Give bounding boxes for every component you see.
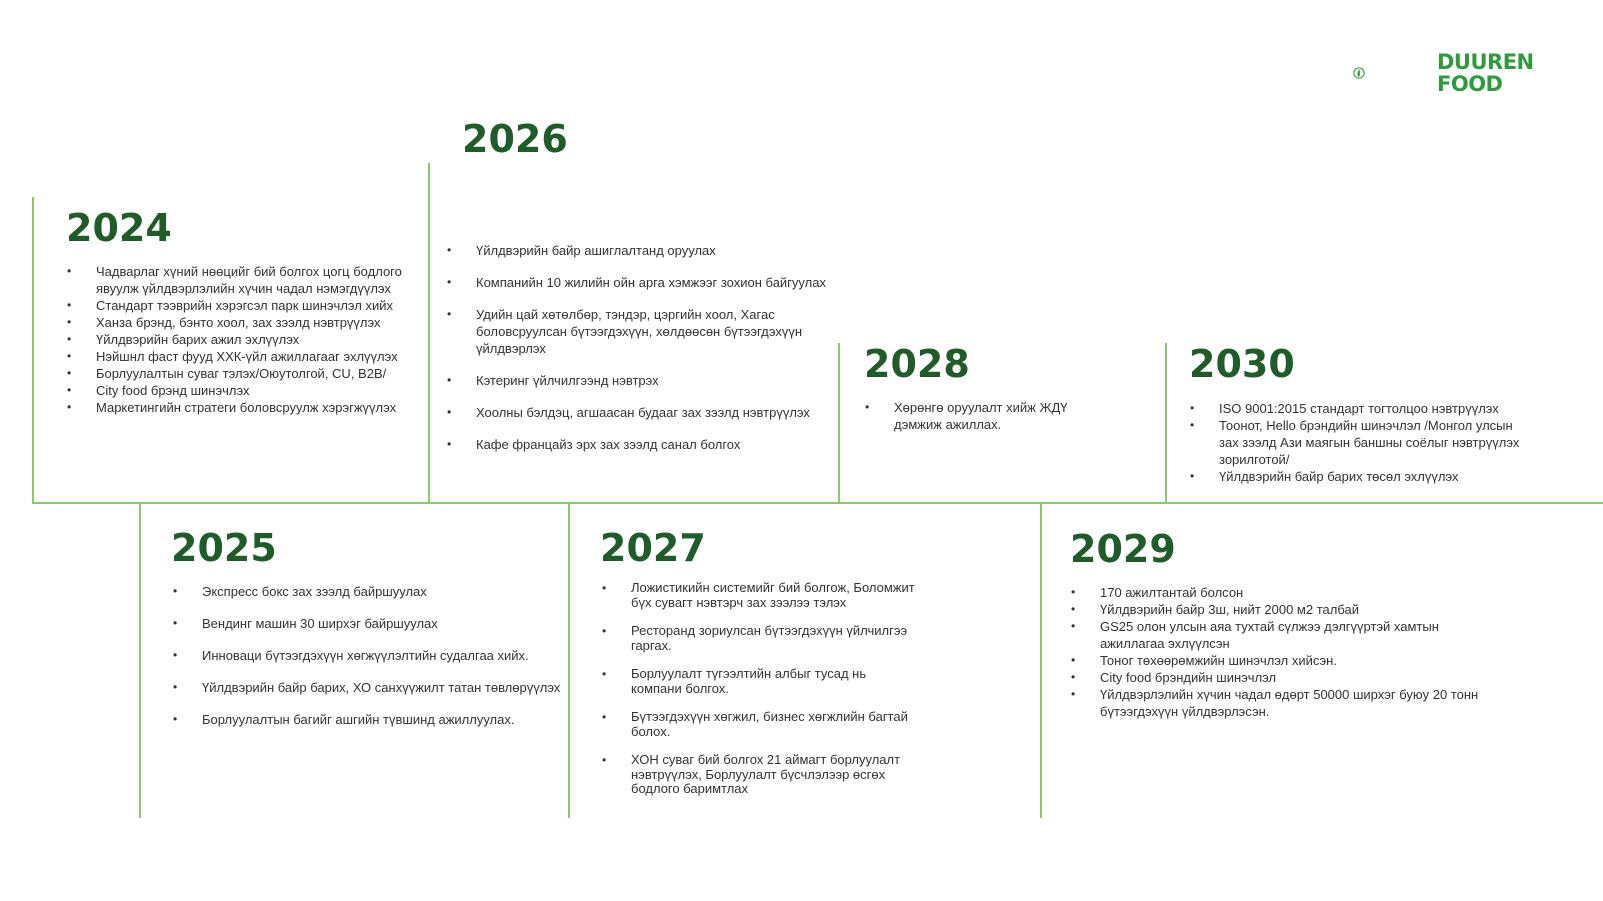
year-2024-list [65, 263, 420, 416]
year-2025-list [171, 583, 563, 728]
timeline-axis [32, 502, 1603, 504]
divider-2028 [838, 343, 840, 503]
list-item: • Үйлдвэрийн байр барих, ХО санхүүжилт татан төвлөрүүлэх [171, 679, 563, 696]
divider-2024 [32, 197, 34, 503]
list-item: • Борлуулалтын суваг тэлэх/Оюутолгой, CU, B2B/ [65, 365, 420, 382]
year-2030-list [1188, 400, 1533, 485]
list-item: • Хоолны бэлдэц, агшаасан будааг зах зээлд нэвтрүүлэх [445, 404, 830, 421]
list-item: • Хөрөнгө оруулалт хийж ЖДҮ дэмжиж ажиллах. [863, 399, 1103, 433]
list-item: • City food брэндийн шинэчлэл [1069, 669, 1489, 686]
year-2026-heading: 2026 [462, 117, 568, 161]
list-item: • Үйлдвэрийн байр ашиглалтанд оруулах [445, 242, 830, 259]
list-item: • Кэтеринг үйлчилгээнд нэвтрэх [445, 372, 830, 389]
list-item: • Вендинг машин 30 ширхэг байршуулах [171, 615, 563, 632]
year-2028-heading: 2028 [864, 342, 970, 386]
list-item: • Чадварлаг хүний нөөцийг бий болгох цогц бодлого явуулж үйлдвэрлэлийн хүчин чадал нэмэгдүүлэх [65, 263, 420, 297]
list-item: • Инноваци бүтээгдэхүүн хөгжүүлэлтийн судалгаа хийх. [171, 647, 563, 664]
leaf-icon [1353, 50, 1399, 96]
list-item: • Кафе францайз эрх зах зээлд санал болгох [445, 436, 830, 453]
list-item: • Тоног төхөөрөмжийн шинэчлэл хийсэн. [1069, 652, 1489, 669]
year-2030-heading: 2030 [1189, 342, 1295, 386]
year-2027-list [600, 581, 915, 811]
list-item: • Үйлдвэрлэлийн хүчин чадал өдөрт 50000 ширхэг буюу 20 тонн бүтээгдэхүүн үйлдвэрлэсэн. [1069, 686, 1489, 720]
list-item: • GS25 олон улсын аяа тухтай сүлжээ дэлгүүртэй хамтын ажиллагаа эхлүүлсэн [1069, 618, 1489, 652]
list-item: • Нэйшнл фаст фууд ХХК-үйл ажиллагааг эхлүүлэх [65, 348, 420, 365]
list-item: • Экспресс бокс зах зээлд байршуулах [171, 583, 563, 600]
list-item: • Ханза брэнд, бэнто хоол, зах зээлд нэвтрүүлэх [65, 314, 420, 331]
year-2025-heading: 2025 [171, 526, 277, 570]
list-item: • 170 ажилтантай болсон [1069, 584, 1489, 601]
year-2029-list [1069, 584, 1489, 720]
list-item: • Компанийн 10 жилийн ойн арга хэмжээг зохион байгуулах [445, 274, 830, 291]
divider-2030 [1165, 343, 1167, 503]
list-item: • City food брэнд шинэчлэх [65, 382, 420, 399]
year-2028-list [863, 399, 1103, 433]
list-item: • Үйлдвэрийн байр 3ш, нийт 2000 м2 талбай [1069, 601, 1489, 618]
brand-logo [1437, 51, 1534, 95]
year-2027-heading: 2027 [600, 526, 706, 570]
list-item: • Үйлдвэрийн байр барих төсөл эхлүүлэх [1188, 468, 1533, 485]
divider-2026 [428, 163, 430, 503]
list-item: • ISO 9001:2015 стандарт тогтолцоо нэвтрүүлэх [1188, 400, 1533, 417]
list-item: • ХОН суваг бий болгох 21 аймагт борлуулалт нэвтрүүлэх, Борлуулалт бүсчлэлээр өсгөх бодлого баримтлах [600, 753, 915, 797]
divider-2025 [139, 502, 141, 818]
list-item: • Бүтээгдэхүүн хөгжил, бизнес хөгжлийн багтай болох. [600, 710, 915, 739]
list-item: • Тоонот, Hello брэндийн шинэчлэл /Монгол улсын зах зээлд Ази маягын баншны соёлыг нэвтрүүлэх зорилготой/ [1188, 417, 1533, 468]
divider-2029 [1040, 502, 1042, 818]
list-item: • Маркетингийн стратеги боловсруулж хэрэгжүүлэх [65, 399, 420, 416]
year-2026-list [445, 242, 830, 453]
list-item: • Удийн цай хөтөлбөр, тэндэр, цэргийн хоол, Хагас боловсруулсан бүтээгдэхүүн, хөлдөөсөн бүтээгдэхүүн үйлдвэрлэх [445, 306, 830, 357]
list-item: • Борлуулалтын багийг ашгийн түвшинд ажиллуулах. [171, 711, 563, 728]
list-item: • Стандарт тээврийн хэрэгсэл парк шинэчлэл хийх [65, 297, 420, 314]
brand-name-line2: FOOD [1437, 72, 1503, 96]
list-item: • Үйлдвэрийн барих ажил эхлүүлэх [65, 331, 420, 348]
list-item: • Борлуулалт түгээлтийн албыг тусад нь компани болгох. [600, 667, 915, 696]
list-item: • Ресторанд зориулсан бүтээгдэхүүн үйлчилгээ гаргах. [600, 624, 915, 653]
year-2024-heading: 2024 [66, 206, 172, 250]
year-2029-heading: 2029 [1070, 527, 1176, 571]
brand-name-line1: DUUREN [1437, 50, 1534, 74]
divider-2027 [568, 502, 570, 818]
list-item: • Ложистикийн системийг бий болгож, Боломжит бүх сувагт нэвтэрч зах зээлээ тэлэх [600, 581, 915, 610]
